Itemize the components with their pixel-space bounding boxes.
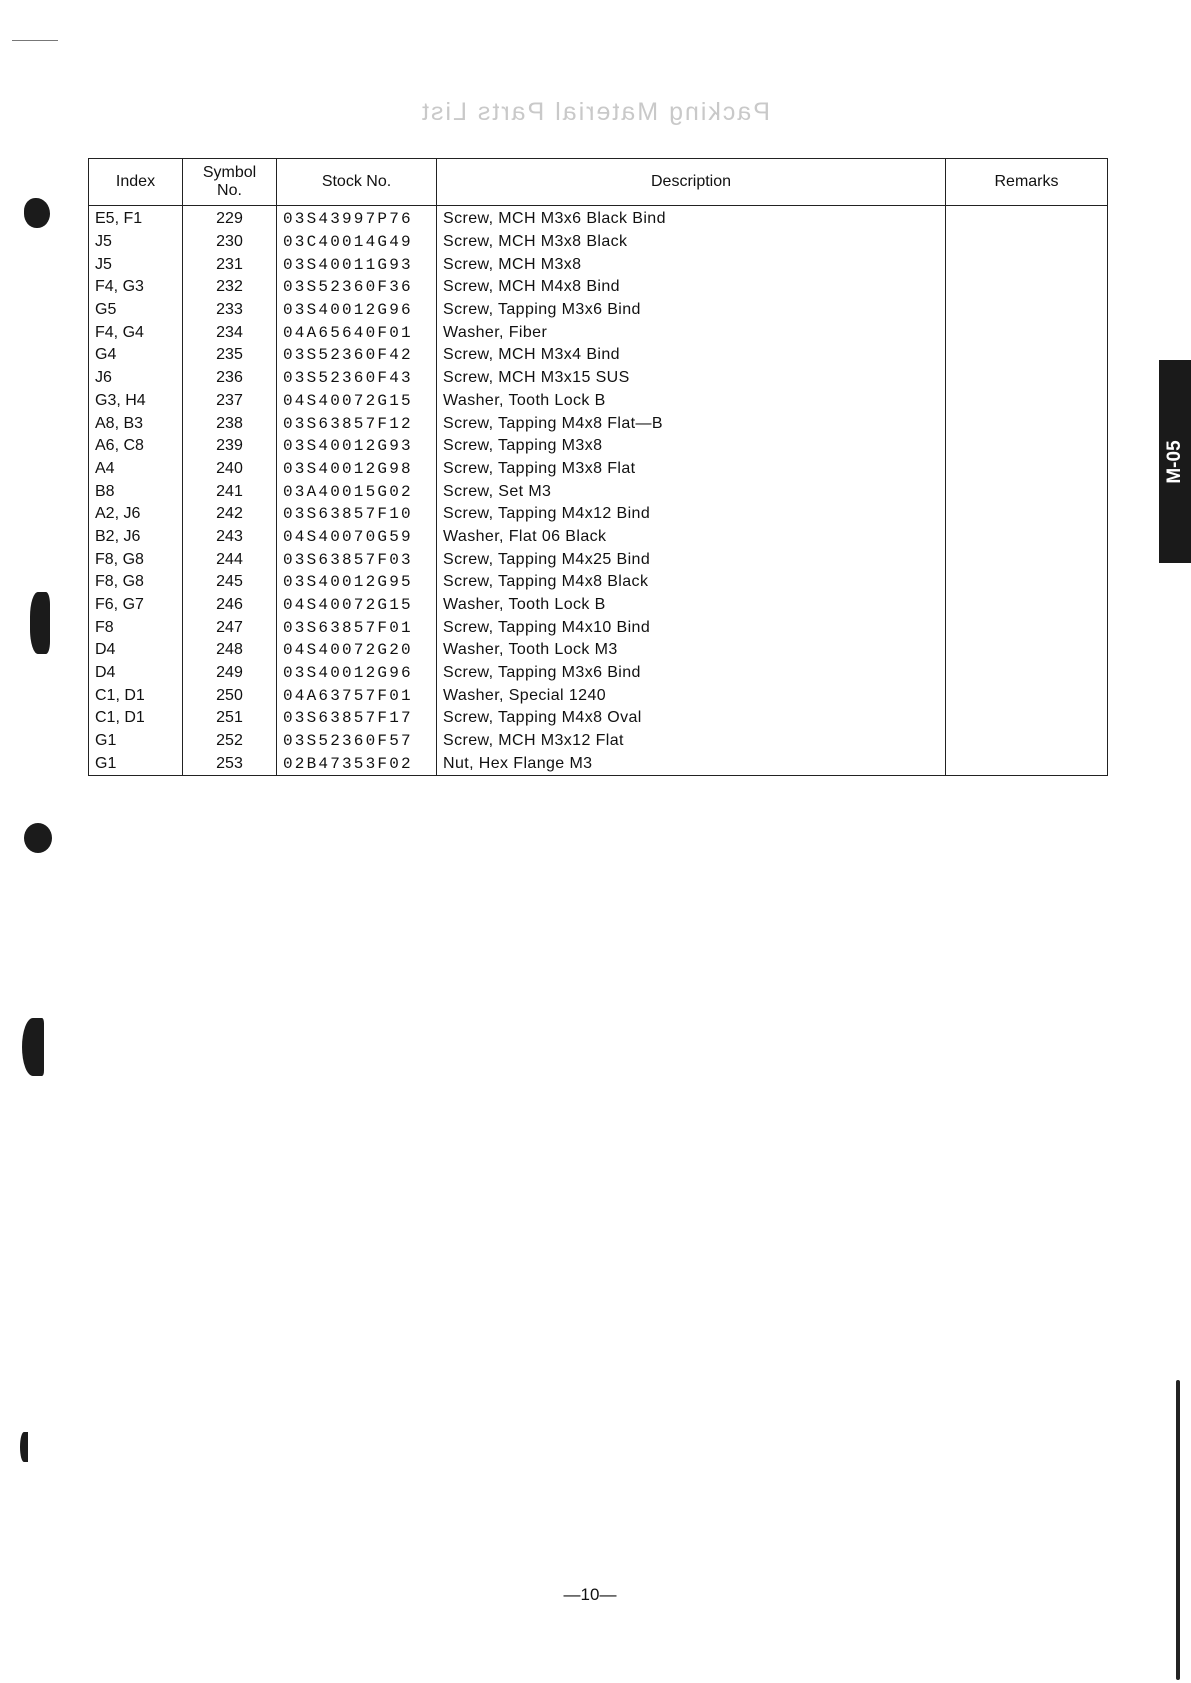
cell-remarks <box>946 367 1108 390</box>
cell-description: Screw, Tapping M3x8 <box>437 435 946 458</box>
cell-stock: 03S40012G98 <box>277 458 437 481</box>
header-symbol-line2: No. <box>217 182 242 199</box>
cell-symbol: 229 <box>183 206 277 231</box>
cell-index: F8, G8 <box>89 548 183 571</box>
cell-symbol: 250 <box>183 684 277 707</box>
cell-description: Screw, MCH M4x8 Bind <box>437 276 946 299</box>
cell-remarks <box>946 662 1108 685</box>
cell-index: D4 <box>89 639 183 662</box>
cell-symbol: 235 <box>183 344 277 367</box>
header-symbol-line1: Symbol <box>202 164 257 181</box>
cell-index: A6, C8 <box>89 435 183 458</box>
table-row <box>89 231 1108 254</box>
cell-remarks <box>946 390 1108 413</box>
cell-index: C1, D1 <box>89 707 183 730</box>
header-symbol <box>183 159 277 206</box>
cell-stock: 04S40072G15 <box>277 594 437 617</box>
cell-symbol: 239 <box>183 435 277 458</box>
cell-symbol: 248 <box>183 639 277 662</box>
table-row <box>89 571 1108 594</box>
cell-remarks <box>946 594 1108 617</box>
cell-stock: 03S63857F01 <box>277 616 437 639</box>
cell-description: Nut, Hex Flange M3 <box>437 753 946 776</box>
table-row <box>89 707 1108 730</box>
table-header-row <box>89 159 1108 206</box>
page-edge-line <box>1176 1380 1180 1680</box>
cell-remarks <box>946 321 1108 344</box>
cell-description: Washer, Special 1240 <box>437 684 946 707</box>
punch-hole-1 <box>24 198 50 228</box>
table-row <box>89 390 1108 413</box>
section-tab <box>1159 360 1191 563</box>
header-stock: Stock No. <box>277 159 437 206</box>
cell-symbol: 243 <box>183 526 277 549</box>
cell-stock: 03S52360F42 <box>277 344 437 367</box>
table-row <box>89 458 1108 481</box>
cell-index: B2, J6 <box>89 526 183 549</box>
cell-index: F6, G7 <box>89 594 183 617</box>
binder-mark-3 <box>20 1432 28 1462</box>
parts-table <box>88 158 1108 776</box>
cell-remarks <box>946 548 1108 571</box>
cell-description: Screw, MCH M3x8 Black <box>437 231 946 254</box>
cell-index: J5 <box>89 253 183 276</box>
cell-symbol: 236 <box>183 367 277 390</box>
cell-remarks <box>946 707 1108 730</box>
section-tab-label: M-05 <box>1164 439 1185 484</box>
cell-description: Screw, Tapping M3x6 Bind <box>437 299 946 322</box>
header-description: Description <box>437 159 946 206</box>
cell-stock: 03S63857F03 <box>277 548 437 571</box>
cell-index: F8, G8 <box>89 571 183 594</box>
cell-index: F8 <box>89 616 183 639</box>
cell-description: Screw, Tapping M3x8 Flat <box>437 458 946 481</box>
page-number: —10— <box>563 1585 617 1604</box>
table-row <box>89 548 1108 571</box>
cell-stock: 03S52360F57 <box>277 730 437 753</box>
table-row <box>89 662 1108 685</box>
cell-symbol: 233 <box>183 299 277 322</box>
cell-index: G1 <box>89 730 183 753</box>
cell-remarks <box>946 526 1108 549</box>
cell-symbol: 253 <box>183 753 277 776</box>
cell-symbol: 249 <box>183 662 277 685</box>
cell-symbol: 247 <box>183 616 277 639</box>
table-row <box>89 299 1108 322</box>
cell-description: Screw, MCH M3x12 Flat <box>437 730 946 753</box>
cell-stock: 03S40012G95 <box>277 571 437 594</box>
cell-remarks <box>946 639 1108 662</box>
cell-stock: 03S63857F10 <box>277 503 437 526</box>
cell-symbol: 241 <box>183 480 277 503</box>
scan-mark <box>12 40 58 41</box>
cell-symbol: 252 <box>183 730 277 753</box>
cell-description: Washer, Tooth Lock M3 <box>437 639 946 662</box>
cell-index: F4, G3 <box>89 276 183 299</box>
cell-remarks <box>946 435 1108 458</box>
cell-description: Screw, Tapping M3x6 Bind <box>437 662 946 685</box>
cell-remarks <box>946 730 1108 753</box>
cell-description: Washer, Fiber <box>437 321 946 344</box>
cell-stock: 04S40072G15 <box>277 390 437 413</box>
cell-index: D4 <box>89 662 183 685</box>
cell-description: Screw, MCH M3x6 Black Bind <box>437 206 946 231</box>
cell-remarks <box>946 571 1108 594</box>
table-row <box>89 480 1108 503</box>
cell-symbol: 245 <box>183 571 277 594</box>
cell-remarks <box>946 503 1108 526</box>
cell-description: Screw, Tapping M4x8 Flat—B <box>437 412 946 435</box>
cell-description: Screw, Tapping M4x12 Bind <box>437 503 946 526</box>
cell-stock: 03S40011G93 <box>277 253 437 276</box>
cell-symbol: 234 <box>183 321 277 344</box>
cell-remarks <box>946 299 1108 322</box>
table-row <box>89 639 1108 662</box>
cell-symbol: 238 <box>183 412 277 435</box>
page-heading: Packing Material Parts List <box>420 98 770 126</box>
cell-stock: 03S52360F36 <box>277 276 437 299</box>
cell-stock: 04S40072G20 <box>277 639 437 662</box>
cell-stock: 03S63857F17 <box>277 707 437 730</box>
cell-stock: 04A65640F01 <box>277 321 437 344</box>
cell-index: C1, D1 <box>89 684 183 707</box>
cell-description: Washer, Flat 06 Black <box>437 526 946 549</box>
table-row <box>89 684 1108 707</box>
cell-description: Screw, Tapping M4x25 Bind <box>437 548 946 571</box>
cell-remarks <box>946 276 1108 299</box>
cell-index: A2, J6 <box>89 503 183 526</box>
cell-stock: 03S40012G96 <box>277 299 437 322</box>
cell-remarks <box>946 412 1108 435</box>
cell-index: A8, B3 <box>89 412 183 435</box>
cell-symbol: 232 <box>183 276 277 299</box>
parts-body <box>89 206 1108 776</box>
cell-remarks <box>946 206 1108 231</box>
table-row <box>89 344 1108 367</box>
cell-stock: 03S52360F43 <box>277 367 437 390</box>
header-remarks: Remarks <box>946 159 1108 206</box>
cell-remarks <box>946 616 1108 639</box>
table-row <box>89 594 1108 617</box>
table-row <box>89 206 1108 231</box>
cell-stock: 03C40014G49 <box>277 231 437 254</box>
cell-stock: 03S63857F12 <box>277 412 437 435</box>
punch-hole-2 <box>24 823 52 853</box>
cell-index: G3, H4 <box>89 390 183 413</box>
cell-index: A4 <box>89 458 183 481</box>
cell-index: F4, G4 <box>89 321 183 344</box>
cell-index: B8 <box>89 480 183 503</box>
table-row <box>89 503 1108 526</box>
table-row <box>89 753 1108 776</box>
cell-remarks <box>946 480 1108 503</box>
cell-stock: 04A63757F01 <box>277 684 437 707</box>
cell-description: Washer, Tooth Lock B <box>437 390 946 413</box>
cell-stock: 03S43997P76 <box>277 206 437 231</box>
cell-symbol: 251 <box>183 707 277 730</box>
cell-symbol: 246 <box>183 594 277 617</box>
cell-description: Screw, MCH M3x4 Bind <box>437 344 946 367</box>
cell-description: Washer, Tooth Lock B <box>437 594 946 617</box>
cell-remarks <box>946 684 1108 707</box>
binder-mark-1 <box>30 592 50 654</box>
table-row <box>89 412 1108 435</box>
cell-description: Screw, Tapping M4x8 Oval <box>437 707 946 730</box>
cell-index: G1 <box>89 753 183 776</box>
header-index: Index <box>89 159 183 206</box>
cell-symbol: 240 <box>183 458 277 481</box>
cell-symbol: 244 <box>183 548 277 571</box>
table-row <box>89 526 1108 549</box>
table-row <box>89 435 1108 458</box>
table-row <box>89 253 1108 276</box>
cell-remarks <box>946 344 1108 367</box>
table-row <box>89 616 1108 639</box>
cell-index: J5 <box>89 231 183 254</box>
cell-description: Screw, MCH M3x15 SUS <box>437 367 946 390</box>
cell-description: Screw, MCH M3x8 <box>437 253 946 276</box>
cell-index: G4 <box>89 344 183 367</box>
cell-index: J6 <box>89 367 183 390</box>
table-row <box>89 321 1108 344</box>
cell-stock: 03S40012G93 <box>277 435 437 458</box>
cell-index: E5, F1 <box>89 206 183 231</box>
cell-remarks <box>946 253 1108 276</box>
binder-mark-2 <box>22 1018 44 1076</box>
cell-description: Screw, Set M3 <box>437 480 946 503</box>
cell-remarks <box>946 753 1108 776</box>
cell-stock: 04S40070G59 <box>277 526 437 549</box>
table-row <box>89 730 1108 753</box>
cell-index: G5 <box>89 299 183 322</box>
cell-description: Screw, Tapping M4x8 Black <box>437 571 946 594</box>
table-row <box>89 367 1108 390</box>
cell-symbol: 231 <box>183 253 277 276</box>
cell-symbol: 242 <box>183 503 277 526</box>
cell-stock: 03A40015G02 <box>277 480 437 503</box>
table-row <box>89 276 1108 299</box>
cell-remarks <box>946 231 1108 254</box>
cell-remarks <box>946 458 1108 481</box>
cell-symbol: 237 <box>183 390 277 413</box>
cell-stock: 03S40012G96 <box>277 662 437 685</box>
cell-description: Screw, Tapping M4x10 Bind <box>437 616 946 639</box>
cell-stock: 02B47353F02 <box>277 753 437 776</box>
cell-symbol: 230 <box>183 231 277 254</box>
